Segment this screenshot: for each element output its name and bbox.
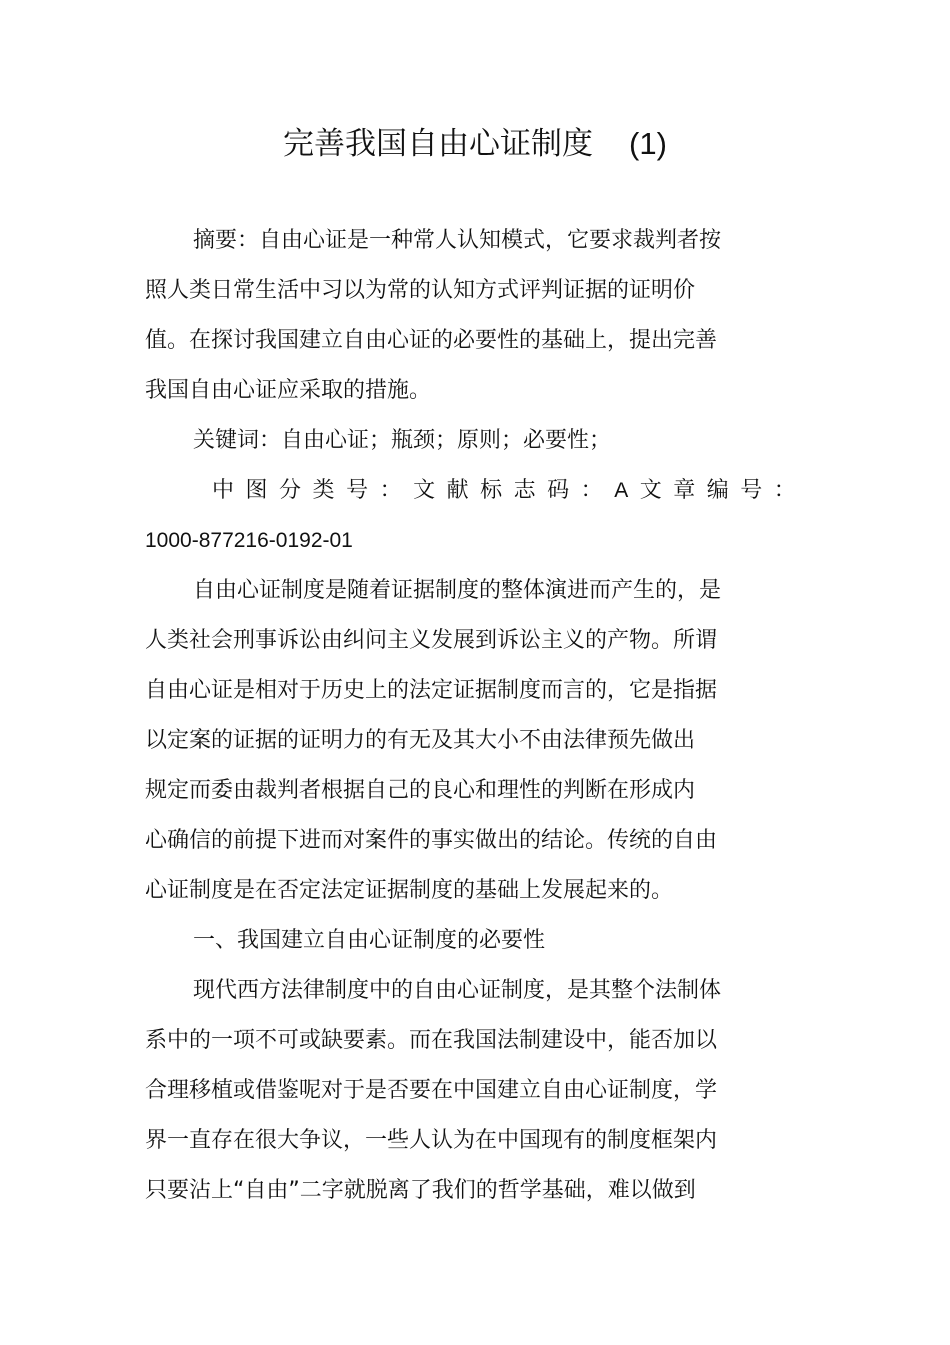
section-heading: 一、我国建立自由心证制度的必要性	[193, 928, 546, 953]
classification-char: 码	[547, 478, 570, 503]
classification-char: 献	[446, 478, 469, 503]
classification-char: 文	[639, 478, 662, 503]
abstract-line: 我国自由心证应采取的措施。	[145, 378, 432, 403]
body-line: 界一直存在很大争议，一些人认为在中国现有的制度框架内	[145, 1128, 718, 1153]
classification-char: 章	[673, 478, 696, 503]
body-line: 自由心证制度是随着证据制度的整体演进而产生的，是	[193, 578, 722, 603]
classification-line	[212, 474, 796, 508]
abstract-line: 摘要：自由心证是一种常人认知模式，它要求裁判者按	[193, 228, 722, 253]
title-number: (1)	[629, 126, 667, 161]
classification-char: 文	[413, 478, 436, 503]
article-number: 1000-877216-0192-01	[145, 529, 353, 552]
classification-char: ：	[773, 478, 796, 503]
body-line: 现代西方法律制度中的自由心证制度，是其整个法制体	[193, 978, 722, 1003]
classification-char: ：	[379, 478, 402, 503]
body-line: 心证制度是在否定法定证据制度的基础上发展起来的。	[145, 878, 674, 903]
classification-char: 编	[706, 478, 729, 503]
classification-char: 号	[346, 478, 369, 503]
body-line: 自由心证是相对于历史上的法定证据制度而言的，它是指据	[145, 678, 718, 703]
classification-char: A	[614, 479, 629, 502]
body-line: 规定而委由裁判者根据自己的良心和理性的判断在形成内	[145, 778, 696, 803]
classification-char: 图	[245, 478, 268, 503]
body-line: 人类社会刑事诉讼由纠问主义发展到诉讼主义的产物。所谓	[145, 628, 718, 653]
body-line: 合理移植或借鉴呢对于是否要在中国建立自由心证制度，学	[145, 1078, 718, 1103]
body-line: 只要沾上“自由”二字就脱离了我们的哲学基础，难以做到	[145, 1178, 696, 1203]
keywords-line: 关键词：自由心证；瓶颈；原则；必要性；	[193, 428, 612, 453]
classification-char: 分	[279, 478, 302, 503]
classification-char: ：	[580, 478, 603, 503]
body-line: 以定案的证据的证明力的有无及其大小不由法律预先做出	[145, 728, 696, 753]
classification-char: 类	[312, 478, 335, 503]
classification-char: 号	[740, 478, 763, 503]
body-line: 系中的一项不可或缺要素。而在我国法制建设中，能否加以	[145, 1028, 718, 1053]
abstract-line: 照人类日常生活中习以为常的认知方式评判证据的证明价	[145, 278, 696, 303]
abstract-line: 值。在探讨我国建立自由心证的必要性的基础上，提出完善	[145, 328, 718, 353]
classification-char: 标	[480, 478, 503, 503]
body-line: 心确信的前提下进而对案件的事实做出的结论。传统的自由	[145, 828, 718, 853]
classification-char: 志	[513, 478, 536, 503]
document-title	[0, 120, 950, 168]
title-text: 完善我国自由心证制度	[283, 126, 594, 162]
classification-char: 中	[212, 478, 235, 503]
